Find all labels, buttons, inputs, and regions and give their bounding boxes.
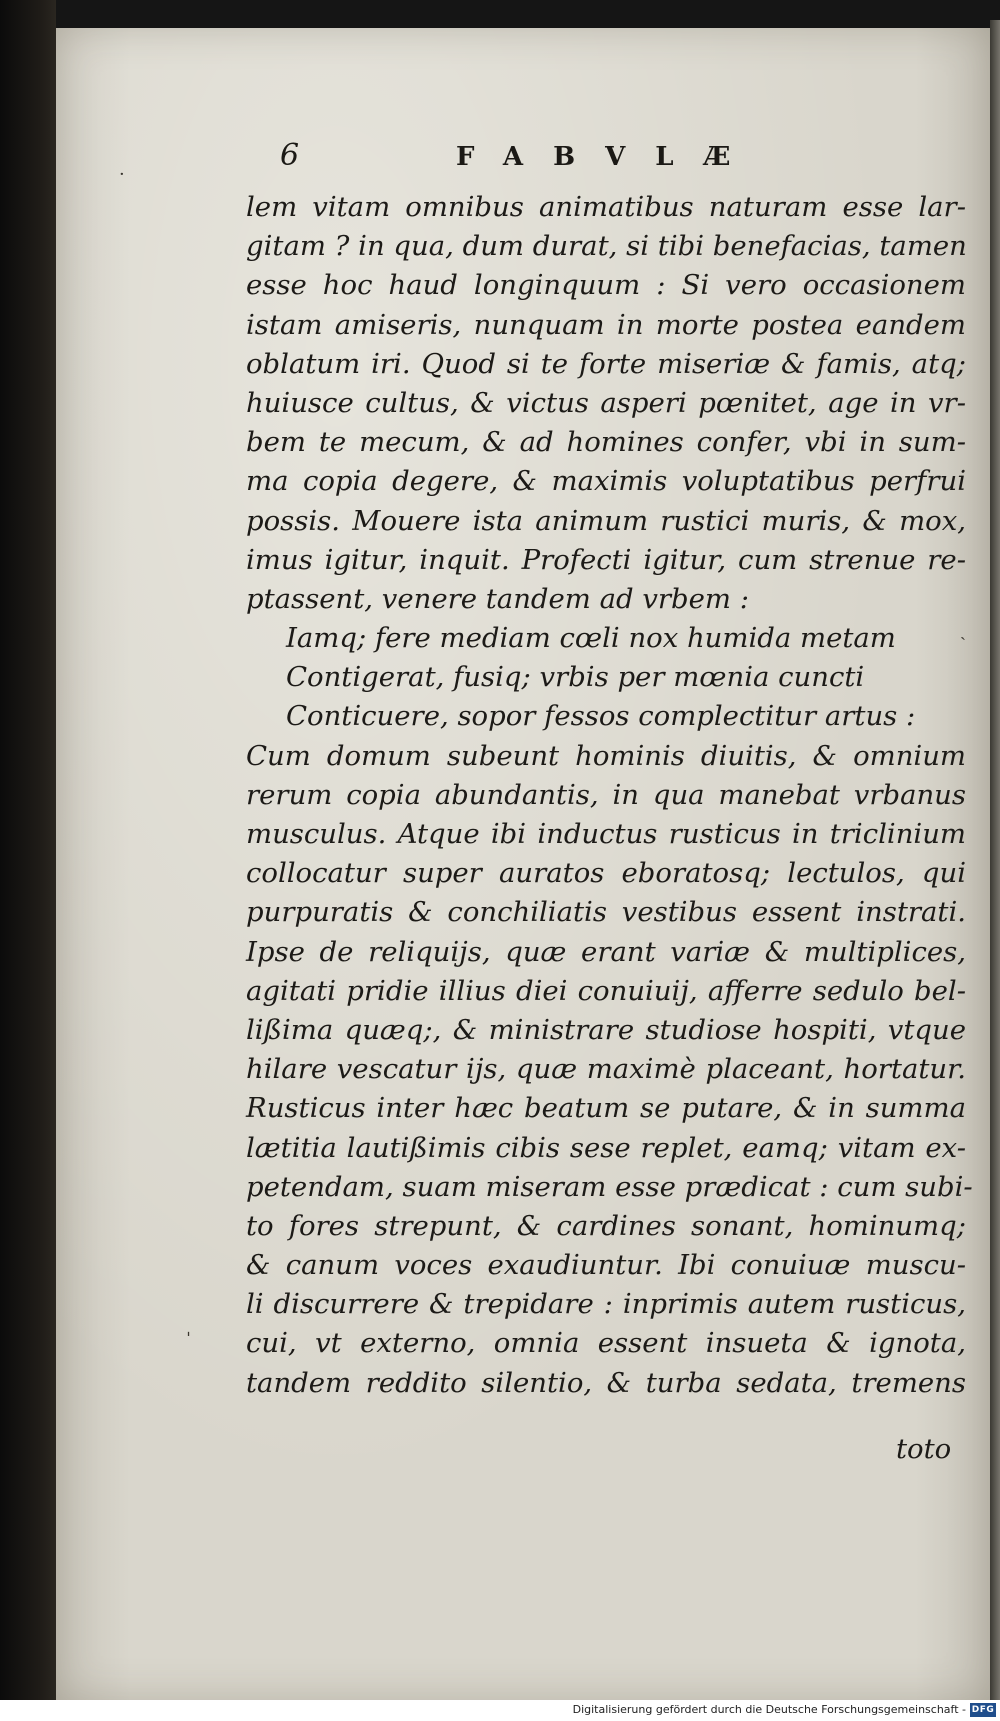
digitization-footer xyxy=(0,1700,1000,1721)
funding-note: Digitalisierung gefördert durch die Deutsche Forschungsgemeinschaft - xyxy=(572,1703,966,1716)
text-line: li discurrere & trepidare : inprimis autem rusticus, xyxy=(246,1288,966,1321)
ink-speck: ˌ xyxy=(186,1318,191,1339)
page-header xyxy=(56,138,990,178)
text-line: lætitia lautißimis cibis sese replet, eamq; vitam ex- xyxy=(246,1131,966,1164)
verse-line: Iamq; fere mediam cœli nox humida metam xyxy=(286,622,896,655)
text-line: musculus. Atque ibi inductus rusticus in triclinium xyxy=(246,818,966,850)
book-page xyxy=(56,28,990,1700)
text-line: oblatum iri. Quod si te forte miseriæ & famis, atq; xyxy=(246,347,966,380)
text-line: ma copia degere, & maximis voluptatibus perfrui xyxy=(246,465,966,498)
text-line: hilare vescatur ijs, quæ maximè placeant, hortatur. xyxy=(246,1053,966,1086)
verse-line: Contigerat, fusiq; vrbis per mœnia cuncti xyxy=(286,661,865,694)
text-line: istam amiseris, nunquam in morte postea eandem xyxy=(246,308,966,341)
text-line: agitati pridie illius diei conuiuij, afferre sedulo bel- xyxy=(246,974,966,1007)
text-line: collocatur super auratos eboratosq; lectulos, qui xyxy=(246,857,966,890)
text-line: huiusce cultus, & victus asperi pœnitet, age in vr- xyxy=(246,386,966,419)
text-line: imus igitur, inquit. Profecti igitur, cum strenue re- xyxy=(246,543,966,576)
verse-line: Conticuere, sopor fessos complectitur artus : xyxy=(286,700,916,733)
text-line: Cum domum subeunt hominis diuitis, & omnium xyxy=(246,739,966,772)
book-spine-edge xyxy=(0,0,56,1700)
text-line: gitam ? in qua, dum durat, si tibi benefacias, tamen xyxy=(246,230,967,263)
text-line: possis. Mouere ista animum rustici muris, & mox, xyxy=(246,504,966,537)
text-line: purpuratis & conchiliatis vestibus essent instrati. xyxy=(246,896,966,929)
text-line: lem vitam omnibus animatibus naturam esse lar- xyxy=(246,191,966,223)
text-line: & canum voces exaudiuntur. Ibi conuiuæ muscu- xyxy=(246,1249,966,1282)
text-line: tandem reddito silentio, & turba sedata, tremens xyxy=(246,1366,966,1399)
text-line: rerum copia abundantis, in qua manebat vrbanus xyxy=(246,778,966,811)
running-title: FABVLÆ xyxy=(456,142,761,172)
ink-speck: ˎ xyxy=(960,620,966,641)
ink-speck: · xyxy=(119,164,125,185)
dfg-logo: DFG xyxy=(971,1705,995,1715)
text-line: esse hoc haud longinquum : Si vero occasionem xyxy=(246,269,966,302)
page-text xyxy=(246,188,973,1403)
page-number: 6 xyxy=(280,138,300,173)
catchword: toto xyxy=(896,1433,952,1465)
text-line: petendam, suam miseram esse prædicat : cum subi- xyxy=(246,1170,973,1203)
text-line: bem te mecum, & ad homines confer, vbi in sum- xyxy=(246,426,966,459)
text-line: to fores strepunt, & cardines sonant, hominumq; xyxy=(246,1209,966,1242)
text-line: Ipse de reliquijs, quæ erant variæ & multiplices, xyxy=(246,935,966,968)
page-right-edge xyxy=(990,20,1000,1700)
text-line: ptassent, venere tandem ad vrbem : xyxy=(246,582,749,615)
text-line: Rusticus inter hæc beatum se putare, & in summa xyxy=(246,1092,966,1125)
text-line: cui, vt externo, omnia essent insueta & ignota, xyxy=(246,1327,966,1360)
text-line: lißima quæq;, & ministrare studiose hospiti, vtque xyxy=(246,1013,966,1046)
